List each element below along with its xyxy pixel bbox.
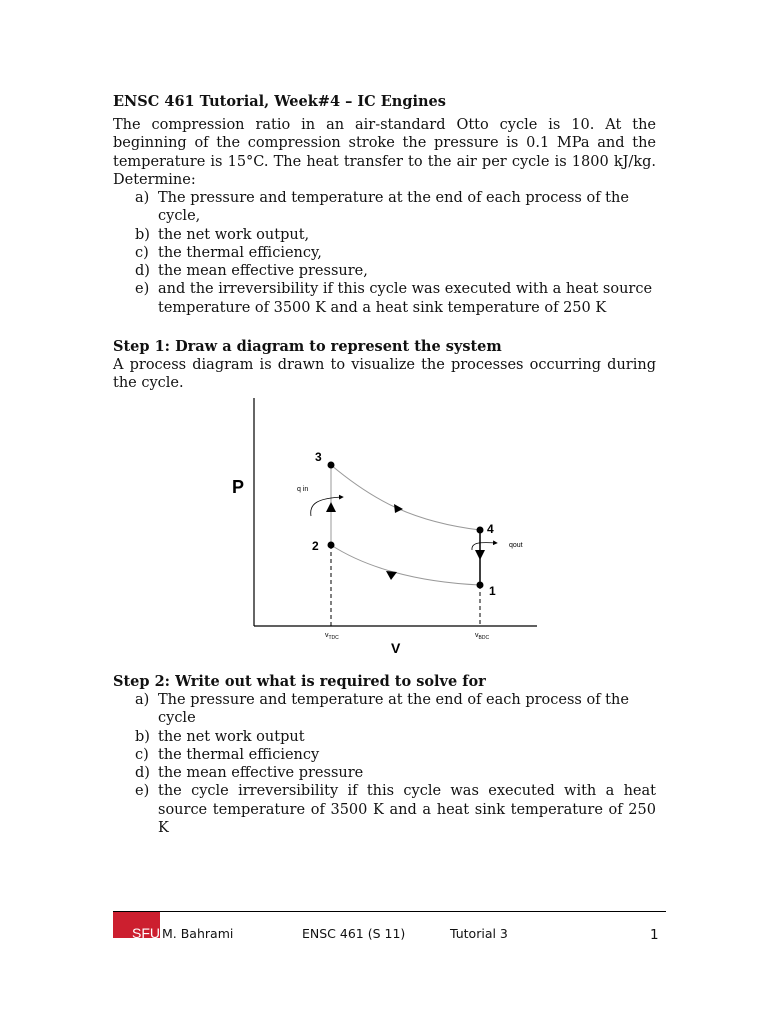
list-marker: e) xyxy=(135,783,150,800)
list-marker: b) xyxy=(135,226,150,243)
pv-diagram xyxy=(225,392,545,660)
problem-line-4: Determine: xyxy=(113,171,196,188)
page-title: ENSC 461 Tutorial, Week#4 – IC Engines xyxy=(113,93,446,110)
point-3-label: 3 xyxy=(315,450,322,464)
list-item xyxy=(113,728,656,746)
footer-author: M. Bahrami xyxy=(162,926,234,941)
page-number: 1 xyxy=(650,927,659,943)
arrow-down-icon xyxy=(475,550,485,560)
question-list xyxy=(113,189,656,317)
list-item-text: the cycle irreversibility if this cycle was executed with a heat xyxy=(158,783,656,800)
list-item-text-cont: temperature of 3500 K and a heat sink temperature of 250 K xyxy=(158,299,607,316)
arrow-right-icon xyxy=(394,504,403,513)
required-list xyxy=(113,691,656,837)
list-item xyxy=(113,746,656,764)
v-bdc-label: $v_{BDC}$ xyxy=(475,632,490,641)
list-item-text: the net work output, xyxy=(158,226,310,243)
sfu-logo xyxy=(113,912,160,941)
list-item-text: the thermal efficiency xyxy=(158,746,320,763)
point-4-label: 4 xyxy=(487,522,494,536)
list-item xyxy=(113,691,656,728)
list-marker: c) xyxy=(135,244,149,261)
point-2-label: 2 xyxy=(312,539,319,553)
list-item-text: the mean effective pressure, xyxy=(158,263,368,280)
point-1-label: 1 xyxy=(489,584,496,598)
step1-heading: Step 1: Draw a diagram to represent the system xyxy=(113,338,502,355)
list-item xyxy=(113,244,656,262)
footer-course: ENSC 461 (S 11) xyxy=(302,926,406,941)
state-point-1 xyxy=(477,582,484,589)
list-item-text-cont: cycle xyxy=(158,710,196,727)
list-item-text-cont: cycle, xyxy=(158,208,201,225)
x-axis-label: V xyxy=(391,640,401,656)
heat-out-arrow-icon xyxy=(472,543,497,550)
list-item-text: the thermal efficiency, xyxy=(158,244,322,261)
problem-line-3: temperature is 15°C. The heat transfer to the air per cycle is 1800 kJ/kg. xyxy=(113,153,656,170)
problem-statement xyxy=(113,116,656,189)
process-3-4-curve xyxy=(331,465,480,530)
problem-line-1: The compression ratio in an air-standard Otto cycle is 10. At the xyxy=(113,117,656,133)
v-tdc-label: $v_{TDC}$ xyxy=(325,632,339,641)
qout-label: qout xyxy=(509,542,523,549)
list-marker: a) xyxy=(135,692,150,708)
y-axis-label: P xyxy=(232,477,245,497)
sfu-logo-text: SFU xyxy=(132,925,160,941)
list-item xyxy=(113,782,656,837)
problem-line-2: beginning of the compression stroke the pressure is 0.1 MPa and the xyxy=(113,135,656,152)
list-marker: e) xyxy=(135,281,150,298)
qin-label: q in xyxy=(297,486,309,493)
state-point-4 xyxy=(477,527,484,534)
arrow-left-icon xyxy=(386,571,397,580)
list-item-text: The pressure and temperature at the end of each process of the xyxy=(158,190,629,206)
list-item xyxy=(113,189,656,226)
list-marker: d) xyxy=(135,765,150,782)
list-item xyxy=(113,262,656,280)
footer-divider xyxy=(113,911,666,912)
list-item-text: and the irreversibility if this cycle was executed with a heat source xyxy=(158,281,653,298)
step2-heading: Step 2: Write out what is required to solve for xyxy=(113,673,486,690)
list-marker: d) xyxy=(135,263,150,280)
list-item-text: The pressure and temperature at the end of each process of the xyxy=(158,692,629,708)
list-item-text-cont: K xyxy=(158,820,169,837)
list-item xyxy=(113,226,656,244)
process-1-2-curve xyxy=(331,545,480,585)
list-marker: b) xyxy=(135,728,150,745)
heat-in-arrow-icon xyxy=(311,497,343,516)
list-item-text: the mean effective pressure xyxy=(158,765,364,782)
step1-line-1: A process diagram is drawn to visualize the processes occurring during xyxy=(113,357,656,373)
arrow-up-icon xyxy=(326,502,336,512)
list-item xyxy=(113,764,656,782)
list-marker: c) xyxy=(135,746,149,763)
state-point-2 xyxy=(328,542,335,549)
footer-tutorial: Tutorial 3 xyxy=(450,926,508,941)
list-item xyxy=(113,280,656,317)
list-item-text: the net work output xyxy=(158,728,305,745)
list-item-text-cont: source temperature of 3500 K and a heat sink temperature of 250 xyxy=(158,801,656,818)
step1-line-2: the cycle. xyxy=(113,375,184,392)
state-point-3 xyxy=(328,462,335,469)
step1-text xyxy=(113,356,656,393)
list-marker: a) xyxy=(135,190,150,206)
